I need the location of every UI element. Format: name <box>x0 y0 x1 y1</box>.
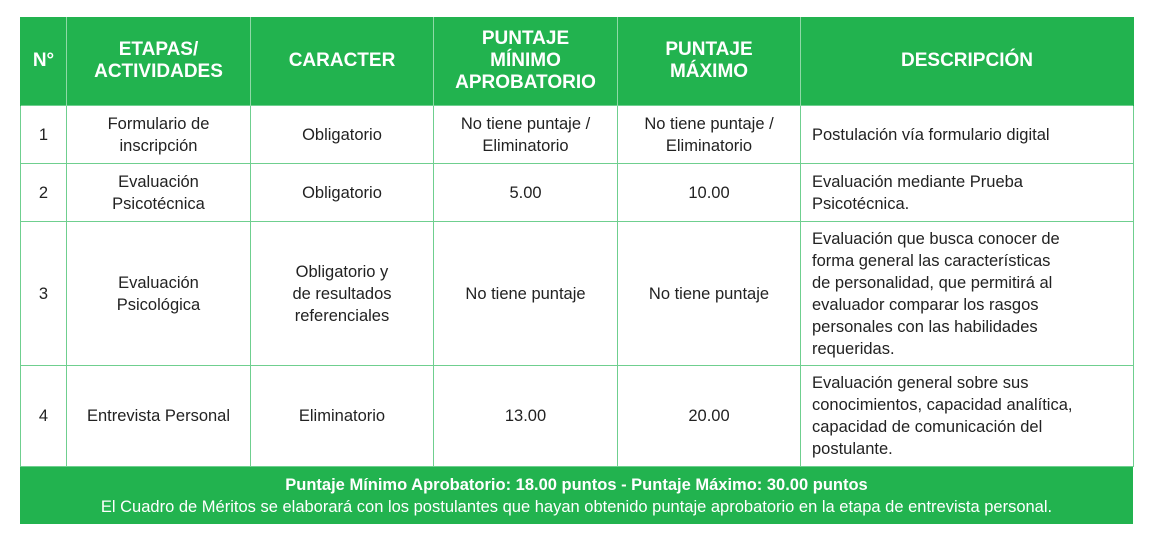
header-etapas: ETAPAS/ ACTIVIDADES <box>67 17 251 106</box>
cell-maximo: No tiene puntaje / Eliminatorio <box>618 106 801 164</box>
table-footer <box>20 467 1133 524</box>
header-num: N° <box>21 17 67 106</box>
cell-etapa: Entrevista Personal <box>67 366 251 467</box>
table-row <box>21 106 1134 164</box>
cell-caracter: Obligatorio y de resultados referenciales <box>251 222 434 366</box>
header-caracter: CARACTER <box>251 17 434 106</box>
cell-maximo: 20.00 <box>618 366 801 467</box>
table-row <box>21 222 1134 366</box>
stages-table <box>20 17 1134 467</box>
cell-descripcion: Evaluación mediante Prueba Psicotécnica. <box>801 164 1134 222</box>
cell-etapa: Evaluación Psicotécnica <box>67 164 251 222</box>
footer-note: El Cuadro de Méritos se elaborará con los postulantes que hayan obtenido puntaje aprobatorio en la etapa de entrevista personal. <box>100 497 1053 516</box>
cell-num: 4 <box>21 366 67 467</box>
cell-caracter: Obligatorio <box>251 164 434 222</box>
cell-descripcion: Evaluación general sobre sus conocimientos, capacidad analítica, capacidad de comunicación del postulante. <box>801 366 1134 467</box>
cell-etapa: Formulario de inscripción <box>67 106 251 164</box>
cell-maximo: No tiene puntaje <box>618 222 801 366</box>
cell-minimo: 13.00 <box>434 366 618 467</box>
cell-descripcion: Evaluación que busca conocer de forma general las características de personalidad, que permitirá al evaluador comparar los rasgos personales con las habilidades requeridas. <box>801 222 1134 366</box>
cell-num: 3 <box>21 222 67 366</box>
cell-minimo: No tiene puntaje / Eliminatorio <box>434 106 618 164</box>
header-puntaje-minimo: PUNTAJE MÍNIMO APROBATORIO <box>434 17 618 106</box>
cell-num: 1 <box>21 106 67 164</box>
cell-caracter: Eliminatorio <box>251 366 434 467</box>
header-puntaje-maximo: PUNTAJE MÁXIMO <box>618 17 801 106</box>
header-row <box>21 17 1134 106</box>
cell-minimo: No tiene puntaje <box>434 222 618 366</box>
footer-summary: Puntaje Mínimo Aprobatorio: 18.00 puntos - Puntaje Máximo: 30.00 puntos <box>285 475 868 494</box>
stages-table-container <box>20 17 1133 524</box>
header-descripcion: DESCRIPCIÓN <box>801 17 1134 106</box>
table-row <box>21 164 1134 222</box>
cell-etapa: Evaluación Psicológica <box>67 222 251 366</box>
table-row <box>21 366 1134 467</box>
cell-num: 2 <box>21 164 67 222</box>
cell-caracter: Obligatorio <box>251 106 434 164</box>
cell-maximo: 10.00 <box>618 164 801 222</box>
cell-descripcion: Postulación vía formulario digital <box>801 106 1134 164</box>
cell-minimo: 5.00 <box>434 164 618 222</box>
